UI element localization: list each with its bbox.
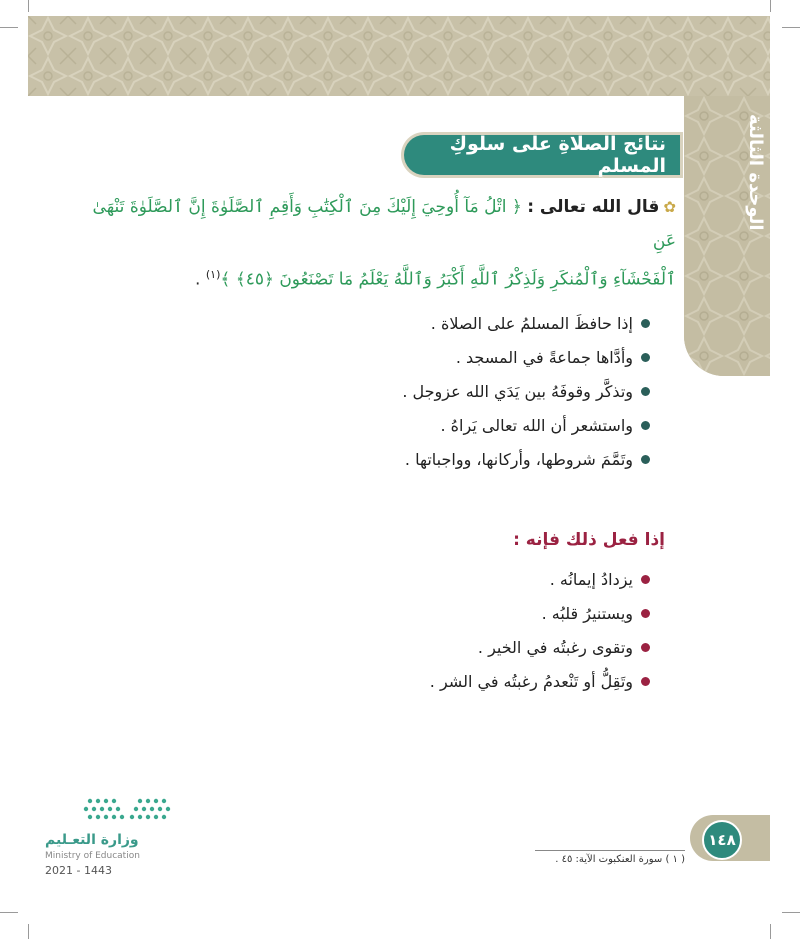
list-item: إذا حافظَ المسلمُ على الصلاة .	[402, 306, 650, 340]
crop-mark	[782, 27, 800, 28]
crop-mark	[28, 0, 29, 12]
ministry-year: 2021 - 1443	[45, 864, 112, 877]
verse-text-line1: ﴿ اتْلُ مَآ أُوحِيَ إِلَيْكَ مِنَ ٱلْكِتَٰبِ وَأَقِمِ ٱلصَّلَوٰةَ إِنَّ ٱلصَّلَوٰةَ تَنْهَىٰ عَنِ	[92, 197, 676, 251]
list-item: واستشعر أن الله تعالى يَراهُ .	[402, 408, 650, 442]
list-item: ويستنيرُ قلبُه .	[430, 596, 650, 630]
verse-lead: قال الله تعالى :	[527, 197, 660, 217]
bullet-dot-icon	[641, 609, 650, 618]
results-heading: إذا فعل ذلك فإنه :	[513, 530, 665, 550]
bullet-dot-icon	[641, 643, 650, 652]
list-item: وتَقِلُّ أو تَنْعدمُ رغبتُه في الشر .	[430, 664, 650, 698]
quran-verse: ✿قال الله تعالى : ﴿ اتْلُ مَآ أُوحِيَ إِلَيْكَ مِنَ ٱلْكِتَٰبِ وَأَقِمِ ٱلصَّلَوٰةَ إِنَّ ٱلصَّلَوٰةَ تَنْهَىٰ عَنِ ٱلْفَحْشَآءِ وَٱلْمُنكَرِ وَلَذِكْرُ ٱللَّهِ أَكْبَرُ وَٱللَّهُ يَعْلَمُ مَا تَصْنَعُونَ ﴿٤٥﴾ ﴾$^{(١)}$ .	[80, 190, 676, 297]
footnote-ref: (١)	[205, 268, 221, 281]
bullet-dot-icon	[641, 387, 650, 396]
crop-mark	[0, 27, 18, 28]
top-decorative-banner	[28, 16, 770, 96]
bullet-dot-icon	[641, 319, 650, 328]
unit-label: الوحدة الثالثة	[745, 113, 766, 231]
footnote: ( ١ ) سورة العنكبوت الآية: ٤٥ .	[555, 854, 685, 865]
crop-mark	[0, 912, 18, 913]
list-item: وأدَّاها جماعةً في المسجد .	[402, 340, 650, 374]
page-number: ١٤٨	[702, 820, 742, 860]
list-item: يزدادُ إيمانُه .	[430, 562, 650, 596]
verse-text-line2: ٱلْفَحْشَآءِ وَٱلْمُنكَرِ وَلَذِكْرُ ٱللَّهِ أَكْبَرُ وَٱللَّهُ يَعْلَمُ مَا تَصْنَعُونَ ﴿٤٥﴾ ﴾	[220, 269, 676, 290]
section-title: نتائج الصلاةِ على سلوكِ المسلمِ	[449, 133, 666, 177]
list-item: وتَمَّمَ شروطها، وأركانها، وواجباتها .	[402, 442, 650, 476]
flower-ornament-icon: ✿	[663, 198, 676, 216]
ministry-name-ar: وزارة التعـليم	[45, 832, 139, 848]
ministry-logo-icon	[42, 795, 192, 835]
crop-mark	[28, 924, 29, 939]
crop-mark	[770, 0, 771, 12]
section-title-banner	[404, 135, 680, 175]
results-list	[430, 562, 650, 698]
ministry-name-en: Ministry of Education	[45, 851, 140, 861]
crop-mark	[770, 924, 771, 939]
unit-side-tab	[684, 96, 770, 376]
conditions-list	[402, 306, 650, 476]
footnote-divider	[535, 850, 685, 851]
list-item: وتقوى رغبتُه في الخير .	[430, 630, 650, 664]
bullet-dot-icon	[641, 575, 650, 584]
bullet-dot-icon	[641, 455, 650, 464]
bullet-dot-icon	[641, 677, 650, 686]
crop-mark	[782, 912, 800, 913]
bullet-dot-icon	[641, 421, 650, 430]
list-item: وتذكَّر وقوفَهُ بين يَدَي الله عزوجل .	[402, 374, 650, 408]
bullet-dot-icon	[641, 353, 650, 362]
